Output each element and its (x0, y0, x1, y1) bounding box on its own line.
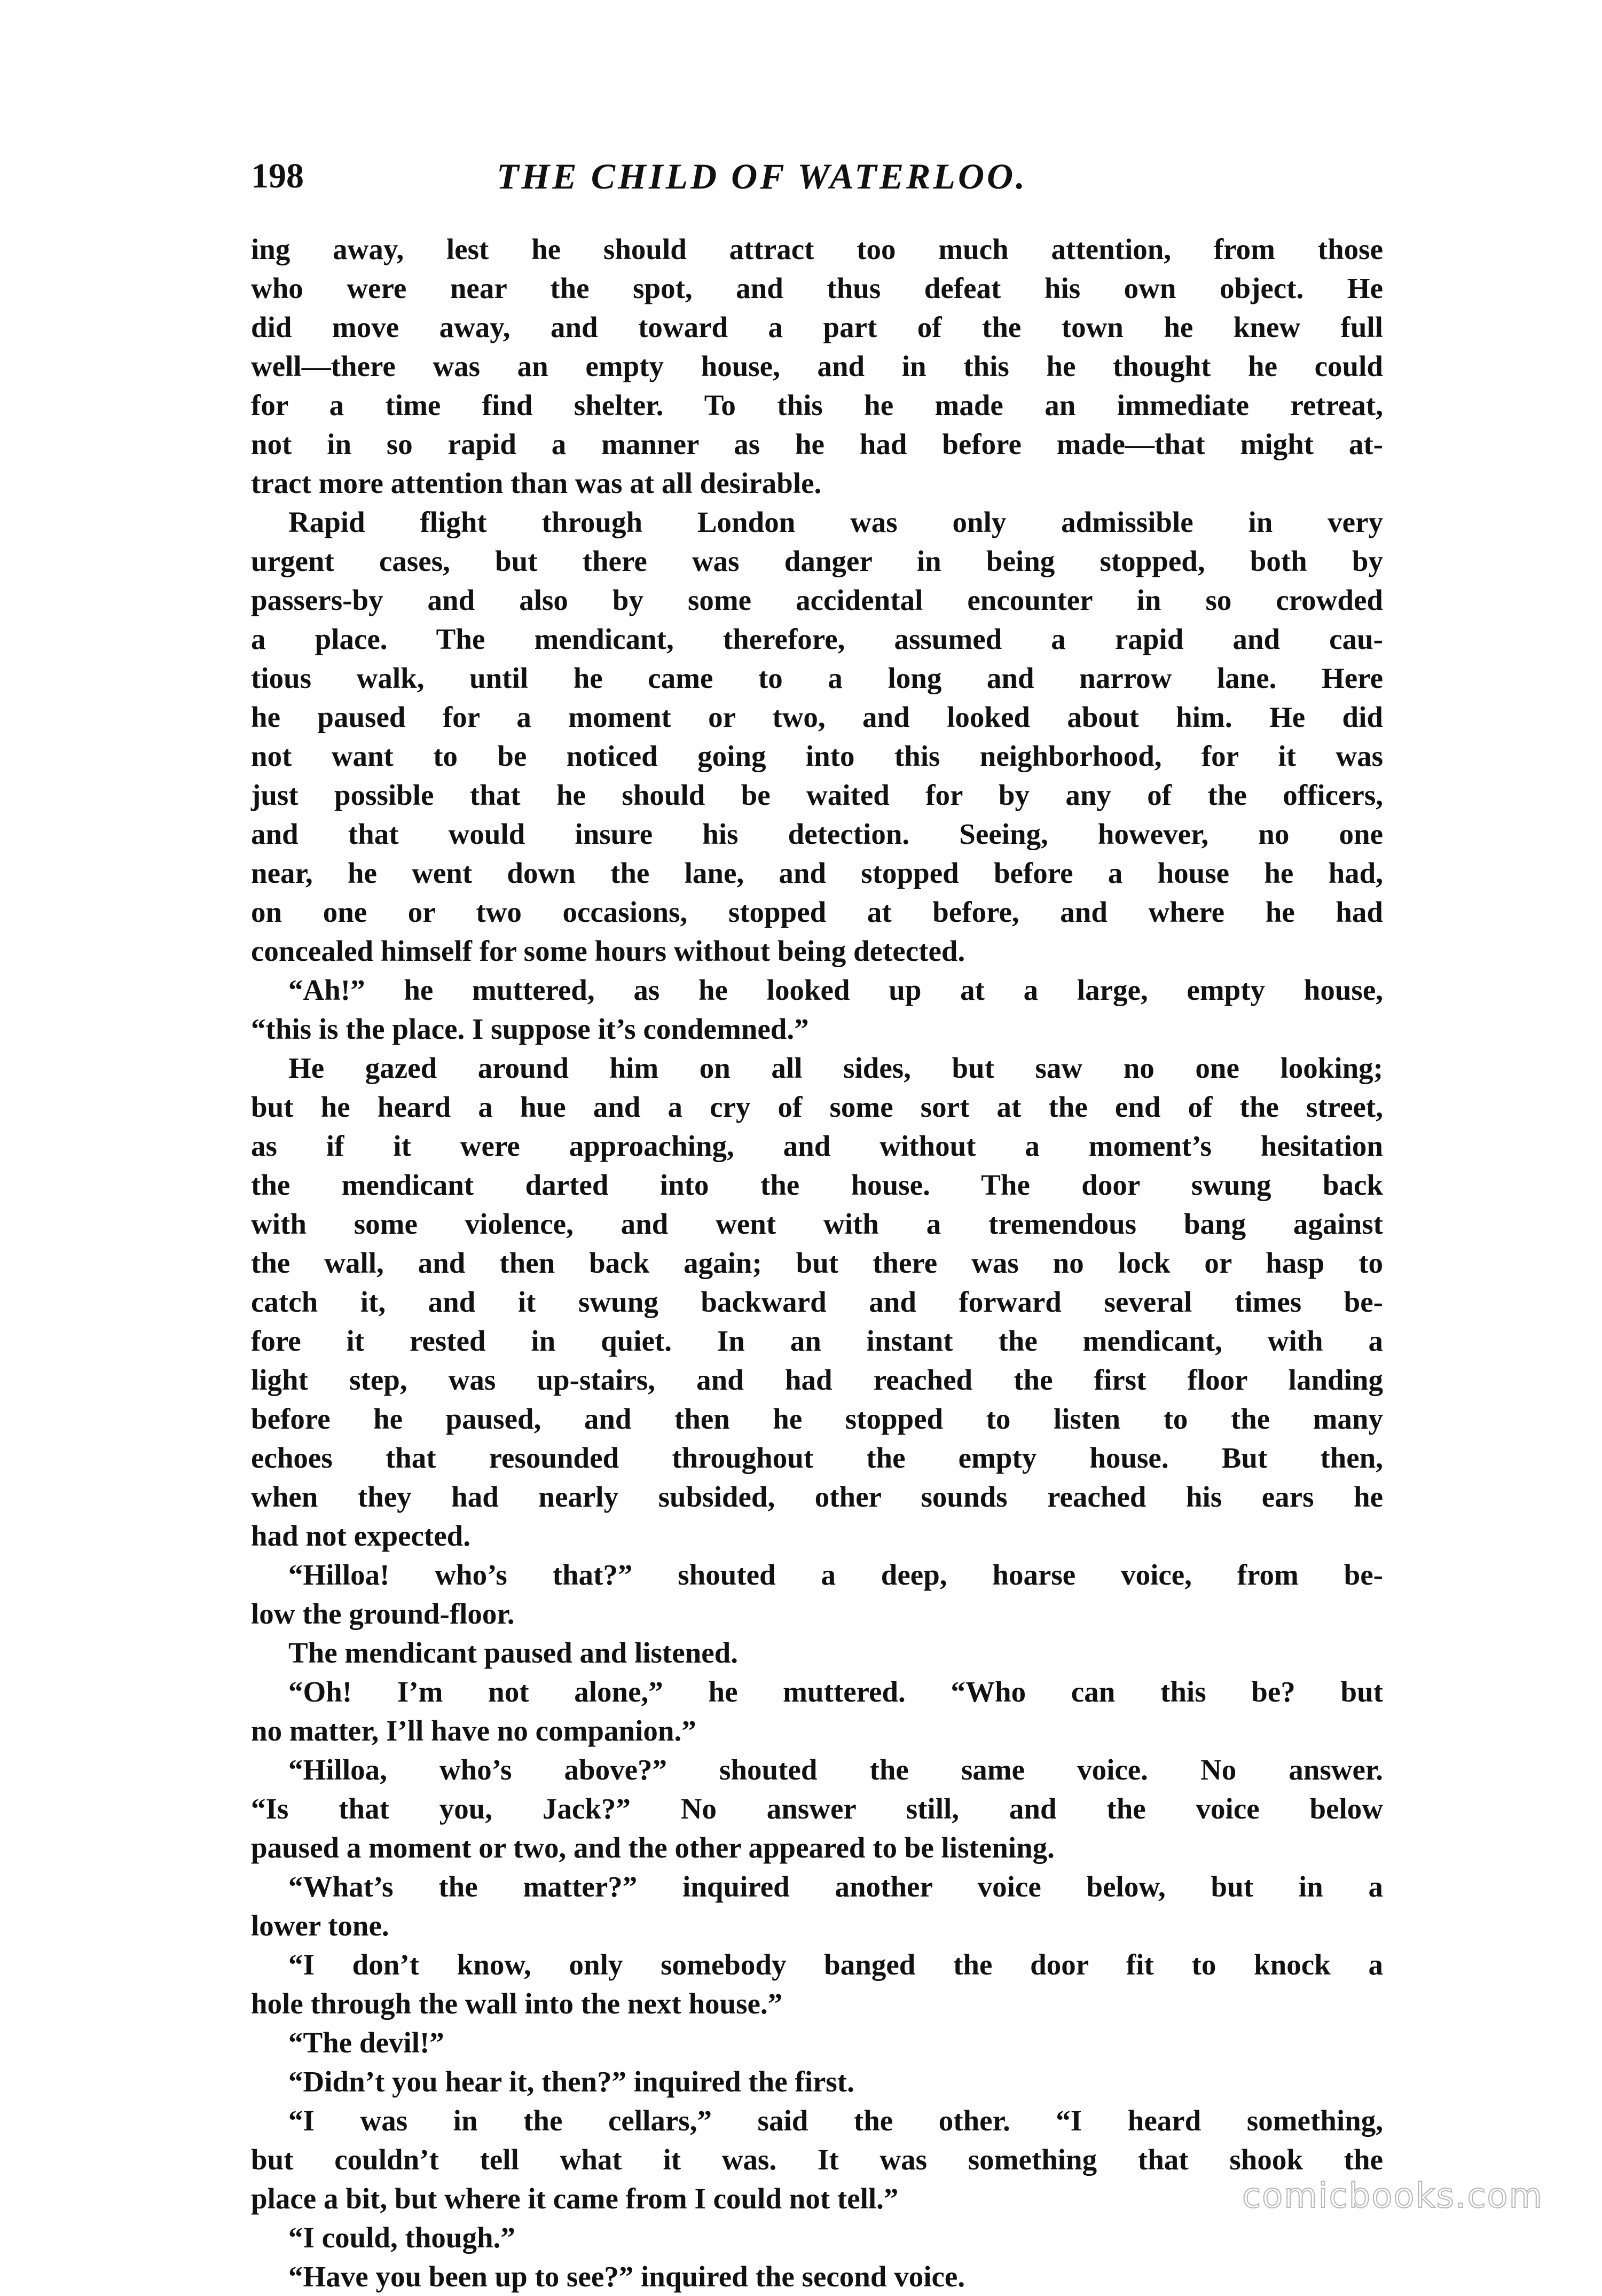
text-line: tract more attention than was at all desirable. (251, 467, 822, 499)
text-line: Rapid flight through London was only admissible in very (288, 506, 1383, 538)
text-line: “What’s the matter?” inquired another voice below, but in a (288, 1870, 1383, 1903)
body-text (251, 230, 1383, 2296)
text-line: “The devil!” (288, 2026, 444, 2059)
watermark-logo: comicbooks.com (1242, 2176, 1543, 2216)
text-line: echoes that resounded throughout the empty house. But then, (251, 1441, 1383, 1474)
text-line: as if it were approaching, and without a moment’s hesitation (251, 1130, 1383, 1162)
text-line: well—there was an empty house, and in this he thought he could (251, 350, 1383, 382)
text-line: catch it, and it swung backward and forward several times be- (251, 1286, 1383, 1318)
text-line: the mendicant darted into the house. The door swung back (251, 1169, 1383, 1201)
text-line: just possible that he should be waited for by any of the officers, (251, 779, 1383, 811)
text-line: urgent cases, but there was danger in being stopped, both by (251, 545, 1383, 577)
page-number: 198 (251, 156, 304, 195)
text-line: “this is the place. I suppose it’s condemned.” (251, 1013, 809, 1045)
text-line: The mendicant paused and listened. (288, 1636, 738, 1669)
text-line: “Oh! I’m not alone,” he muttered. “Who can this be? but (288, 1675, 1383, 1708)
running-head (251, 152, 1383, 206)
text-line: and that would insure his detection. Seeing, however, no one (251, 818, 1383, 850)
text-line: who were near the spot, and thus defeat his own object. He (251, 272, 1383, 304)
text-line: “I could, though.” (288, 2221, 515, 2254)
text-line: “Hilloa, who’s above?” shouted the same voice. No answer. (288, 1753, 1383, 1786)
text-line: place a bit, but where it came from I could not tell.” (251, 2182, 899, 2215)
text-line: passers-by and also by some accidental encounter in so crowded (251, 584, 1383, 616)
text-line: ing away, lest he should attract too much attention, from those (251, 233, 1383, 265)
text-line: lower tone. (251, 1909, 389, 1942)
running-title: THE CHILD OF WATERLOO. (497, 156, 1028, 197)
text-line: “Didn’t you hear it, then?” inquired the first. (288, 2065, 854, 2098)
text-line: but couldn’t tell what it was. It was something that shook the (251, 2143, 1383, 2176)
text-line: but he heard a hue and a cry of some sort at the end of the street, (251, 1091, 1383, 1123)
text-line: with some violence, and went with a tremendous bang against (251, 1208, 1383, 1240)
text-line: “Ah!” he muttered, as he looked up at a large, empty house, (288, 974, 1383, 1006)
text-line: before he paused, and then he stopped to listen to the many (251, 1402, 1383, 1435)
text-line: fore it rested in quiet. In an instant the mendicant, with a (251, 1325, 1383, 1357)
text-line: did move away, and toward a part of the town he knew full (251, 311, 1383, 343)
text-line: “Hilloa! who’s that?” shouted a deep, hoarse voice, from be- (288, 1558, 1383, 1591)
text-line: “I was in the cellars,” said the other. “I heard something, (288, 2104, 1383, 2137)
text-line: when they had nearly subsided, other sounds reached his ears he (251, 1480, 1383, 1513)
text-line: near, he went down the lane, and stopped before a house he had, (251, 857, 1383, 889)
text-line: tious walk, until he came to a long and narrow lane. Here (251, 662, 1383, 694)
text-line: paused a moment or two, and the other appeared to be listening. (251, 1831, 1055, 1864)
text-line: He gazed around him on all sides, but saw no one looking; (288, 1052, 1383, 1084)
text-line: not want to be noticed going into this neighborhood, for it was (251, 740, 1383, 772)
text-line: low the ground-floor. (251, 1597, 515, 1630)
text-line: for a time find shelter. To this he made an immediate retreat, (251, 389, 1383, 421)
text-line: had not expected. (251, 1519, 470, 1552)
text-line: “I don’t know, only somebody banged the door fit to knock a (288, 1948, 1383, 1981)
text-line: light step, was up-stairs, and had reached the first floor landing (251, 1364, 1383, 1396)
text-line: the wall, and then back again; but there was no lock or hasp to (251, 1247, 1383, 1279)
text-line: not in so rapid a manner as he had before made—that might at- (251, 428, 1383, 460)
text-line: concealed himself for some hours without being detected. (251, 935, 965, 967)
text-line: a place. The mendicant, therefore, assumed a rapid and cau- (251, 623, 1383, 655)
text-line: on one or two occasions, stopped at before, and where he had (251, 896, 1383, 928)
text-line: no matter, I’ll have no companion.” (251, 1714, 696, 1747)
text-line: “Have you been up to see?” inquired the second voice. (288, 2260, 965, 2293)
text-line: he paused for a moment or two, and looked about him. He did (251, 701, 1383, 733)
text-line: “Is that you, Jack?” No answer still, and the voice below (251, 1792, 1383, 1825)
text-line: hole through the wall into the next house.” (251, 1987, 783, 2020)
